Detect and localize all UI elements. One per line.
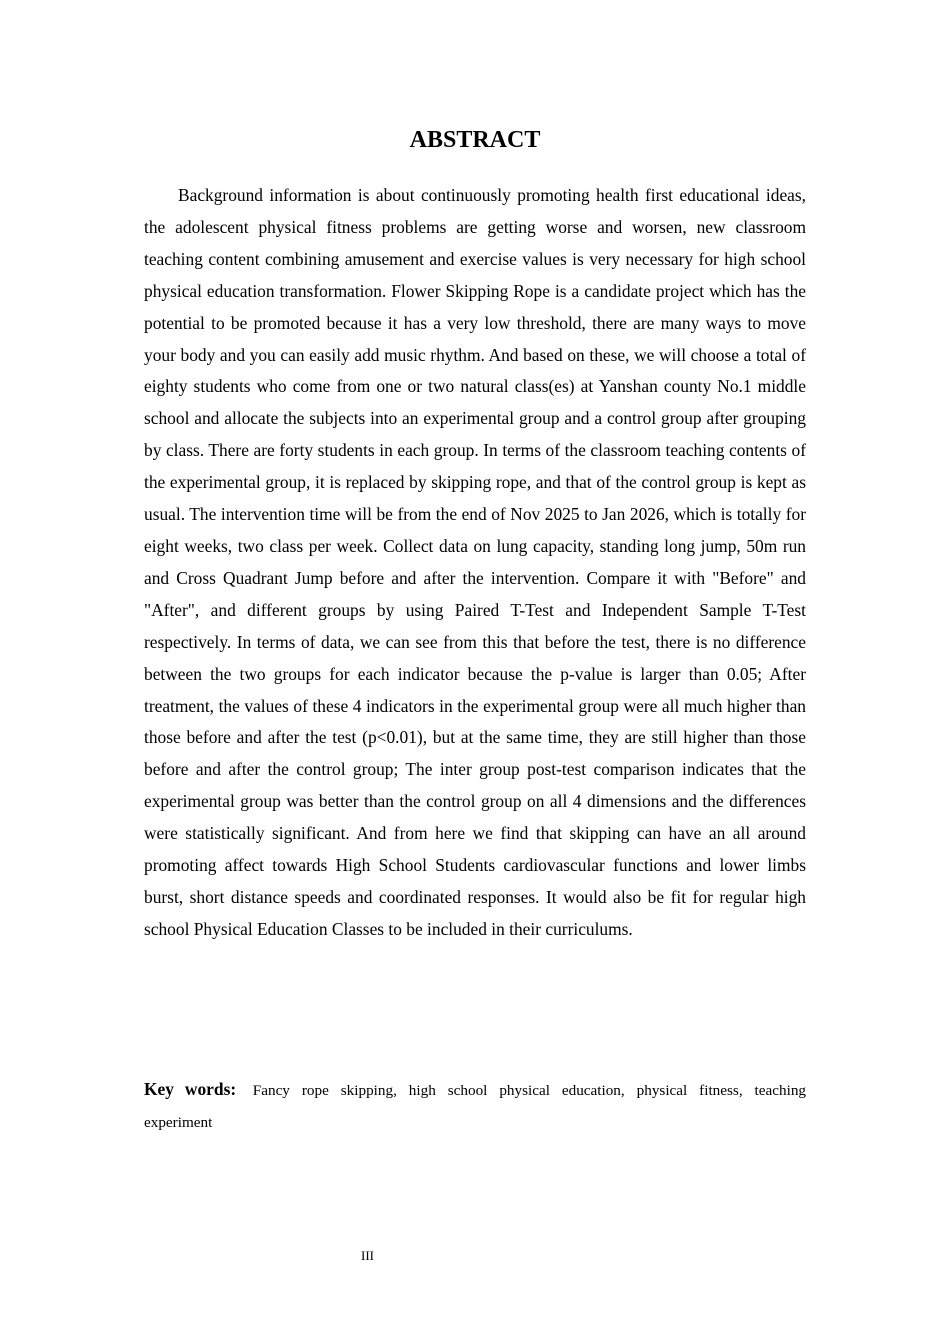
abstract-body: Background information is about continuously promoting health first educational ideas, the adolescent physical fitness problems are getting worse and worsen, new classroom teaching content combining amusement and exercise values is very necessary for high school physical education transformation. Flower Skipping Rope is a candidate project which has the potential to be promoted because it has a very low threshold, there are many ways to move your body and you can easily add music rhythm. And based on these, we will choose a total of eighty students who come from one or two natural class(es) at Yanshan county No.1 middle school and allocate the subjects into an experimental group and a control group after grouping by class. There are forty students in each group. In terms of the classroom teaching contents of the experimental group, it is replaced by skipping rope, and that of the control group is kept as usual. The intervention time will be from the end of Nov 2025 to Jan 2026, which is totally for eight weeks, two class per week. Collect data on lung capacity, standing long jump, 50m run and Cross Quadrant Jump before and after the intervention. Compare it with "Before" and "After", and different groups by using Paired T-Test and Independent Sample T-Test respectively. In terms of data, we can see from this that before the test, there is no difference between the two groups for each indicator because the p-value is larger than 0.05; After treatment, the values of these 4 indicators in the experimental group were all much higher than those before and after the test (p<0.01), but at the same time, they are still higher than those before and after the control group; The inter group post-test comparison indicates that the experimental group was better than the control group on all 4 dimensions and the differences were statistically significant. And from here we find that skipping can have an all around promoting affect towards High School Students cardiovascular functions and lower limbs burst, short distance speeds and coordinated responses. It would also be fit for regular high school Physical Education Classes to be included in their curriculums. (144, 185, 806, 939)
keywords-list: Fancy rope skipping, high school physical education, physical fitness, teaching experiment (144, 1082, 807, 1131)
keywords-section (144, 1074, 806, 1138)
page-number: III (361, 1248, 374, 1263)
abstract-title: ABSTRACT (409, 127, 541, 153)
keywords-label: Key words: (144, 1079, 237, 1099)
